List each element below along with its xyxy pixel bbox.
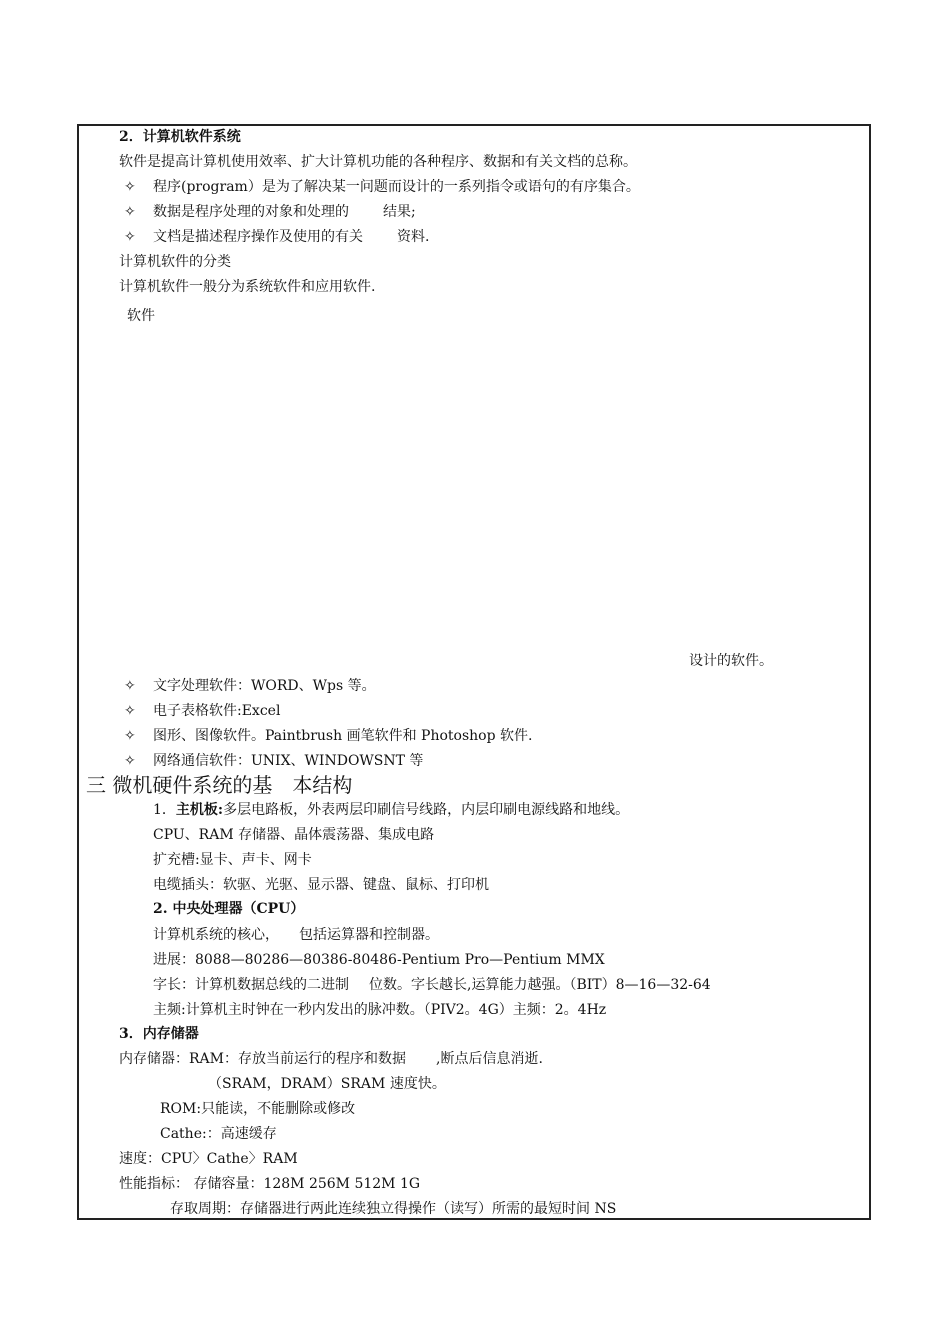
memory-heading: 3．内存储器 xyxy=(119,1026,199,1042)
bullet-icon: ✧ xyxy=(124,753,136,769)
data-definition: 数据是程序处理的对象和处理的 结果; xyxy=(153,204,416,220)
software-types-description: 计算机软件一般分为系统软件和应用软件. xyxy=(119,279,376,295)
bullet-icon: ✧ xyxy=(124,703,136,719)
capacity-metrics: 性能指标： 存储容量：128M 256M 512M 1G xyxy=(119,1176,421,1192)
stray-text: 设计的软件。 xyxy=(689,653,773,669)
cpu-word-length: 字长：计算机数据总线的二进制 位数。字长越长,运算能力越强。（BIT）8—16—32-64 xyxy=(153,977,711,993)
cpu-frequency: 主频:计算机主时钟在一秒内发出的脉冲数。（PIV2。4G）主频：2。4Hz xyxy=(153,1002,607,1018)
cpu-evolution: 进展：8088—80286—80386-80486-Pentium Pro—Pentium MMX xyxy=(153,952,605,968)
app-software-item: 文字处理软件：WORD、Wps 等。 xyxy=(153,678,376,694)
section-heading-software-system: 2．计算机软件系统 xyxy=(119,129,241,145)
expansion-slots: 扩充槽:显卡、声卡、网卡 xyxy=(153,852,312,868)
mainboard-parts: CPU、RAM 存储器、晶体震荡器、集成电路 xyxy=(153,827,435,843)
software-definition: 软件是提高计算机使用效率、扩大计算机功能的各种程序、数据和有关文档的总称。 xyxy=(119,154,637,170)
cpu-heading: 2. 中央处理器（CPU） xyxy=(153,901,305,917)
app-software-item: 网络通信软件：UNIX、WINDOWSNT 等 xyxy=(153,753,424,769)
app-software-item: 图形、图像软件。Paintbrush 画笔软件和 Photoshop 软件. xyxy=(153,728,533,744)
cpu-core: 计算机系统的核心， 包括运算器和控制器。 xyxy=(153,927,439,943)
program-definition: 程序(program）是为了解决某一问题而设计的一系列指令或语句的有序集合。 xyxy=(153,179,640,195)
section-heading-hardware: 三 微机硬件系统的基 本结构 xyxy=(86,773,353,797)
ram-types: （SRAM，DRAM）SRAM 速度快。 xyxy=(208,1076,446,1092)
mainboard-line: 1．主机板:多层电路板，外表两层印刷信号线路，内层印刷电源线路和地线。 xyxy=(153,802,630,818)
diagram-root-label: 软件 xyxy=(127,308,155,324)
software-types-title: 计算机软件的分类 xyxy=(119,254,231,270)
bullet-icon: ✧ xyxy=(124,229,136,245)
bullet-icon: ✧ xyxy=(124,728,136,744)
bullet-icon: ✧ xyxy=(124,678,136,694)
cache-description: Cathe:：高速缓存 xyxy=(160,1126,277,1142)
ram-description: 内存储器：RAM：存放当前运行的程序和数据 ,断点后信息消逝. xyxy=(119,1051,543,1067)
bullet-icon: ✧ xyxy=(124,179,136,195)
speed-order: 速度：CPU〉Cathe〉RAM xyxy=(119,1151,298,1167)
bullet-icon: ✧ xyxy=(124,204,136,220)
document-definition: 文档是描述程序操作及使用的有关 资料. xyxy=(153,229,430,245)
cable-connectors: 电缆插头：软驱、光驱、显示器、键盘、鼠标、打印机 xyxy=(153,877,489,893)
rom-description: ROM:只能读，不能删除或修改 xyxy=(160,1101,356,1117)
app-software-item: 电子表格软件:Excel xyxy=(153,703,281,719)
access-cycle: 存取周期：存储器进行两此连续独立得操作（读写）所需的最短时间 NS xyxy=(170,1201,617,1217)
